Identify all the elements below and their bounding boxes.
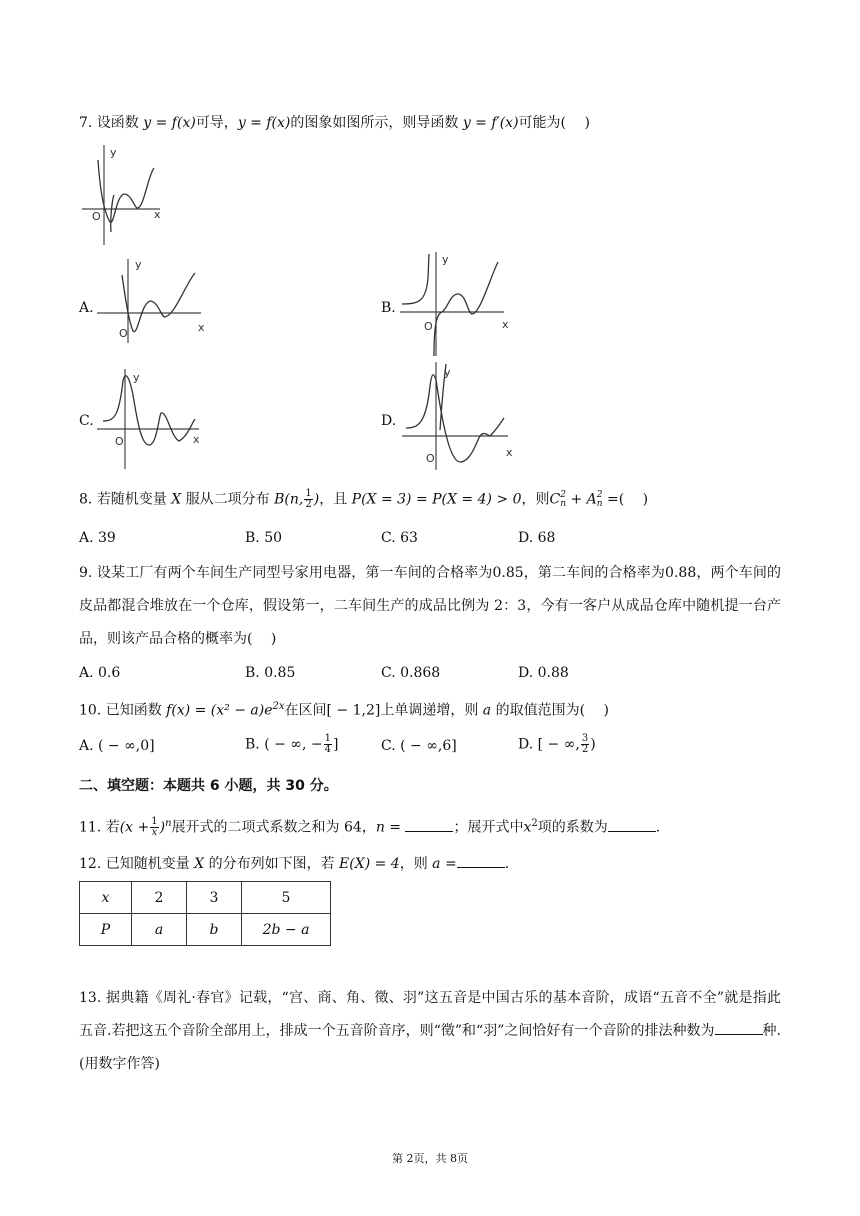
y-axis-label: y	[110, 146, 117, 159]
q8-option-a[interactable]: A. 39	[79, 530, 116, 546]
table-cell: 5	[242, 882, 331, 914]
answer-blank-n[interactable]	[405, 817, 453, 832]
q8-option-b[interactable]: B. 50	[245, 530, 283, 546]
q10-option-c[interactable]: C. ( − ∞,6]	[381, 738, 457, 754]
q11-fraction: $\frac{1}{x}$	[151, 816, 158, 839]
x-axis-label: x	[198, 321, 205, 334]
origin-label: O	[92, 210, 101, 223]
x-axis-label: x	[502, 318, 509, 331]
x-axis-label: x	[193, 433, 200, 446]
table-row	[80, 914, 331, 946]
q7-option-a-label[interactable]: A.	[79, 300, 94, 316]
q7-option-b-graph[interactable]	[398, 248, 516, 358]
origin-label: O	[119, 327, 128, 340]
q7-option-a-graph[interactable]	[95, 255, 215, 345]
table-cell: 2b − a	[242, 914, 331, 946]
table-row	[80, 882, 331, 914]
q12-stem: 12. 已知随机变量 X 的分布列如下图，若 E(X) = 4，则 a = .	[79, 853, 509, 874]
q7-option-c-graph[interactable]	[95, 365, 207, 471]
table-cell: x	[80, 882, 132, 914]
q8-fraction: $\frac{1}{2}$	[305, 488, 312, 510]
table-cell: 3	[187, 882, 242, 914]
q10-option-d[interactable]: D. [ − ∞, $\frac{3}{2}$ )	[518, 733, 596, 755]
y-axis-label: y	[133, 371, 140, 384]
page-footer: 第 2页，共 8页	[392, 1152, 468, 1165]
x-axis-label: x	[154, 208, 161, 221]
x-axis-label: x	[506, 446, 513, 459]
q13-stem: 13. 据典籍《周礼·春官》记载，“宫、商、角、徵、羽”这五音是中国古乐的基本音阶，成语“五音不全”就是指此五音.若把这五个音阶全部用上，排成一个五音阶音序，则“徵”和“羽”之间恰好有一个音阶的排法种数为 种.(用数字作答)	[79, 990, 782, 1072]
q7-option-d-label[interactable]: D.	[381, 413, 397, 429]
q8-option-c[interactable]: C. 63	[381, 530, 418, 546]
q7-stem: 7. 设函数 y = f(x)可导，y = f(x)的图象如图所示，则导函数 y = f′(x)可能为( )	[79, 115, 590, 131]
section-heading: 二、填空题：本题共 6 小题，共 30 分。	[79, 778, 338, 794]
q10-stem: 10. 已知函数 $f(x) = (x^2 - a)e^{2x}$在区间[ − 1,2]上单调递增，则 a 的取值范围为( )	[79, 701, 609, 719]
y-axis-label: y	[444, 366, 451, 379]
answer-blank-count[interactable]	[715, 1020, 763, 1035]
y-axis-label: y	[135, 258, 142, 271]
q7-main-graph	[80, 140, 170, 248]
answer-blank-coefficient[interactable]	[608, 817, 656, 832]
q9-stem: 9. 设某工厂有两个车间生产同型号家用电器，第一车间的合格率为0.85，第二车间的合格率为0.88，两个车间的皮品都混合堆放在一个仓库，假设第一，二车间生产的成品比例为 2：3，今有一客户从成品仓库中随机提一台产品，则该产品合格的概率为( )	[79, 565, 781, 647]
q11-stem: 11. 若(x + $\frac{1}{x}$ )$^n$展开式的二项式系数之和为 64，n = ；展开式中$x^2$项的系数为 .	[79, 816, 661, 839]
table-cell: b	[187, 914, 242, 946]
q10-option-b[interactable]: B. ( − ∞, − $\frac{1}{4}$ ]	[245, 733, 339, 755]
y-axis-label: y	[442, 253, 449, 266]
table-cell: P	[80, 914, 132, 946]
table-cell: a	[132, 914, 187, 946]
origin-label: O	[424, 320, 433, 333]
q9-option-b[interactable]: B. 0.85	[245, 665, 296, 681]
origin-label: O	[426, 452, 435, 465]
q10-option-a[interactable]: A. ( − ∞,0]	[79, 738, 155, 754]
q7-option-c-label[interactable]: C.	[79, 413, 94, 429]
q8-stem: 8. 若随机变量 X 服从二项分布 B(n, $\frac{1}{2}$ )，且 P(X = 3) = P(X = 4) > 0，则C 2 n + A 2 n =( )	[79, 488, 649, 510]
q7-option-b-label[interactable]: B.	[381, 300, 396, 316]
q7-option-d-graph[interactable]	[400, 360, 518, 472]
q8-option-d[interactable]: D. 68	[518, 530, 556, 546]
q9-option-c[interactable]: C. 0.868	[381, 665, 441, 681]
origin-label: O	[115, 435, 124, 448]
table-cell: 2	[132, 882, 187, 914]
answer-blank-a[interactable]	[457, 853, 505, 868]
q9-option-d[interactable]: D. 0.88	[518, 665, 569, 681]
q9-option-a[interactable]: A. 0.6	[79, 665, 121, 681]
distribution-table	[79, 881, 331, 946]
